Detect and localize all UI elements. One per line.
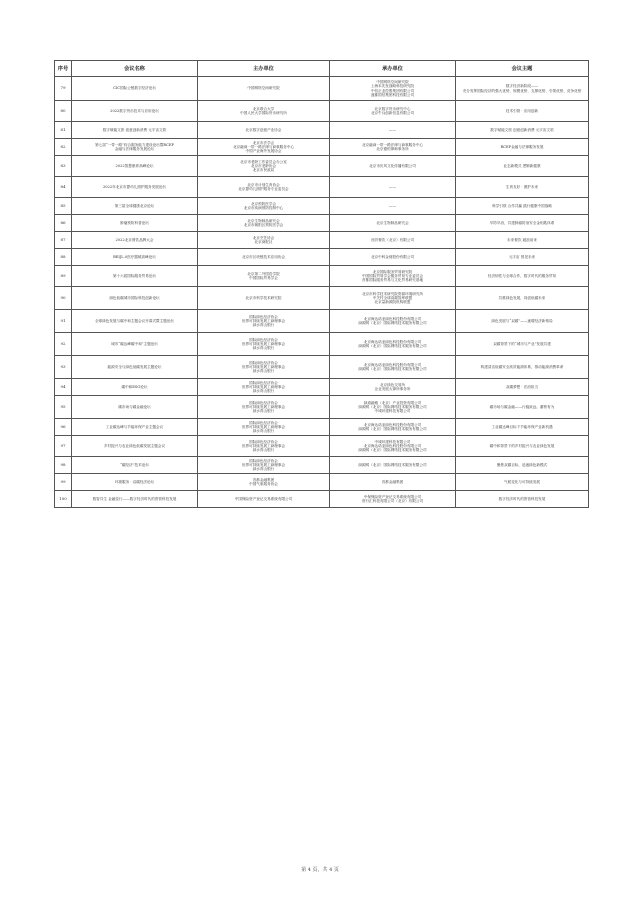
cell-line: 世界可持续发展工商理事会 [241, 443, 286, 448]
table-row [55, 419, 589, 436]
cell-organizer [330, 491, 456, 508]
cell-line: 未来餐饮 破浪前来 [507, 237, 537, 242]
cell-line: 北京市庆风文化传播有限公司 [369, 163, 416, 168]
cell-line: CIC国际公链数字经济论坛 [113, 86, 156, 91]
header-organizer: 承办单位 [330, 61, 456, 77]
cell-line: 碳市场与碳金融——行稳致远，蓄势有为 [489, 404, 555, 409]
cell-no: 85 [55, 198, 72, 215]
cell-organizer [330, 198, 456, 215]
cell-theme [456, 101, 589, 122]
cell-organizer [330, 474, 456, 491]
cell-name [72, 101, 198, 122]
cell-name [72, 232, 198, 249]
cell-line: 北京量新源院机构联盟 [374, 300, 411, 305]
cell-line: 北京中科金财股份有限公司 [370, 254, 415, 259]
cell-line: 首都金融集团 [252, 477, 275, 482]
cell-no: 98 [55, 457, 72, 474]
cell-line: 世界可持续发展工商理事会 [241, 462, 286, 467]
table-row [55, 287, 589, 310]
cell-theme [456, 396, 589, 419]
cell-line: 北京联合大学 [252, 106, 275, 111]
table-header-row [55, 61, 589, 77]
cell-line: 企业发展大律所事务所 [374, 387, 411, 391]
cell-line: 国际绿色经济协会 [249, 360, 278, 365]
cell-line: —— [388, 184, 397, 189]
cell-theme [456, 156, 589, 177]
cell-name [72, 333, 198, 356]
cell-line: 北京婴幼儿照护服务专业委员会 [238, 187, 289, 191]
cell-line: 北京预防医学会 [250, 201, 277, 206]
cell-line: “碳经济”技术论坛 [120, 462, 149, 467]
cell-line: 绿水青山银行 [252, 369, 275, 374]
cell-line: 北京海达诺亚绿色科技股份有限公司 [363, 316, 422, 321]
cell-no: 83 [55, 156, 72, 177]
cell-line: 北京德恒律师事务所 [376, 147, 409, 151]
cell-line: 北京绿色交易所 [379, 382, 406, 387]
cell-line: 城市“碳达峰碳中和”主题论坛 [111, 341, 158, 346]
cell-line: 绿水青山银行 [252, 389, 275, 394]
cell-line: 世界可持续发展工商理事会 [241, 318, 286, 323]
cell-name [72, 122, 198, 139]
cell-line: 中国网络空间研究院 [376, 79, 409, 84]
cell-host [198, 310, 330, 333]
cell-host [198, 215, 330, 232]
cell-theme [456, 419, 589, 436]
cell-line: 工业碳达峰目标下节能环保产业新机遇 [491, 424, 553, 429]
cell-line: 北京市朝阳区预防医学会 [243, 223, 284, 227]
cell-line: 碳市场与碳金融论坛 [118, 404, 151, 409]
cell-line: 技术引领 · 应用创新 [505, 108, 539, 113]
cell-line: 数字赋能文旅 创意创新消费 元宇宙文旅 [490, 127, 554, 132]
cell-line: 充分发挥国际经济的强大优势、规模优势、支撑优势、引领优势、竞争优势 [462, 88, 582, 93]
cell-line: 国际绿色经济协会 [249, 337, 278, 342]
cell-line: 北京市疾病预防控制中心 [243, 206, 284, 210]
cell-line: —— [388, 127, 397, 132]
table-row [55, 232, 589, 249]
cell-line: 中国国际贸易学会 [249, 276, 278, 280]
table-row [55, 139, 589, 156]
cell-line: 世界可持续发展工商理事会 [241, 404, 286, 409]
cell-line: 数字经济时代的资管科技发展 [498, 496, 546, 501]
cell-line: 中国产业海外发展协会 [245, 149, 282, 154]
cell-line: 国际绿色经济协会 [249, 439, 278, 444]
cell-organizer [330, 77, 456, 101]
cell-organizer [330, 457, 456, 474]
cell-line: 世界可持续发展工商理事会 [241, 364, 286, 369]
cell-line: 西贝餐饮（北京）有限公司 [370, 237, 415, 242]
cell-line: 北京国际服务贸易研究院 [372, 269, 413, 274]
cell-line: 绿色低碳城市国际科技创新论坛 [109, 295, 160, 300]
cell-line: 第十六届国际服务贸易论坛 [112, 273, 157, 278]
header-theme: 会议主题 [456, 61, 589, 77]
cell-organizer [330, 333, 456, 356]
cell-line: 北京第二外国语学院 [247, 271, 280, 276]
header-name: 会议名称 [72, 61, 198, 77]
cell-line: 经济韧性与全球合作，数字时代的服务贸易 [487, 273, 557, 278]
cell-no: 95 [55, 396, 72, 419]
cell-host [198, 232, 330, 249]
cell-line: 北京融商一带一路法律与商事服务中心 [361, 142, 424, 147]
cell-line: 数智共生 金融变行——数字经济时代的资管科技发展 [92, 496, 177, 501]
cell-line: 北京牛兵创新信息有限公司 [370, 111, 415, 115]
cell-no: 79 [55, 77, 72, 101]
cell-line: 国际绿色经济协会 [249, 420, 278, 425]
cell-line: 世界可持续发展工商理事会 [241, 424, 286, 429]
cell-theme [456, 474, 589, 491]
cell-line: BEIJL.0医疗器械高峰论坛 [113, 254, 156, 259]
cell-organizer [330, 396, 456, 419]
cell-line: 北京市民政局 [252, 168, 275, 173]
cell-host [198, 356, 330, 379]
cell-name [72, 215, 198, 232]
cell-line: 世界可持续发展工商理事会 [241, 384, 286, 389]
table-row [55, 266, 589, 287]
cell-line: 绿源网（北京）国际网络技术服务有限公司 [358, 321, 427, 325]
cell-line: 碳中和ESG论坛 [121, 384, 148, 389]
cell-organizer [330, 122, 456, 139]
cell-organizer [330, 101, 456, 122]
cell-line: 绿源网（北京）国际网络技术服务有限公司 [358, 462, 427, 467]
table-row [55, 198, 589, 215]
cell-line: 环境服务 · 双碳经济论坛 [114, 479, 155, 484]
cell-line: 绿源网（北京）国际网络技术服务有限公司 [358, 427, 427, 431]
cell-no: 97 [55, 436, 72, 457]
cell-line: 北京市法学会 [252, 140, 275, 145]
cell-theme [456, 287, 589, 310]
cell-host [198, 156, 330, 177]
cell-theme [456, 310, 589, 333]
cell-host [198, 139, 330, 156]
cell-no: 84 [55, 177, 72, 198]
cell-theme [456, 215, 589, 232]
cell-no: 80 [55, 101, 72, 122]
cell-host [198, 379, 330, 396]
cell-organizer [330, 177, 456, 198]
cell-organizer [330, 356, 456, 379]
cell-line: 绿源网（北京）国际网络技术服务有限公司 [358, 404, 427, 409]
cell-line: 2022数字货币技术与应用论坛 [110, 108, 159, 113]
cell-line: 2022北京餐饮品牌大会 [115, 237, 154, 242]
cell-organizer [330, 379, 456, 396]
cell-line: 北京海达诺亚绿色科技股份有限公司 [363, 339, 422, 344]
cell-line: 中城环建科技有限公司 [374, 439, 411, 444]
cell-theme [456, 177, 589, 198]
cell-line: 绿水青山银行 [252, 409, 275, 414]
cell-line: 北京市区块链技术应用协会 [241, 254, 286, 259]
cell-line: 绿水青山银行 [252, 429, 275, 434]
cell-theme [456, 457, 589, 474]
cell-organizer [330, 287, 456, 310]
table-row [55, 122, 589, 139]
table-row [55, 215, 589, 232]
cell-line: 能源安全与绿色低碳发展主题论坛 [107, 364, 162, 369]
cell-line: 北京数字创意产业协会 [245, 127, 282, 132]
cell-line: 绿水青山银行 [252, 448, 275, 453]
cell-line: 乡村振兴与农业绿色低碳发展主题会议 [103, 443, 166, 448]
cell-no: 90 [55, 287, 72, 310]
page-footer: 第 4 页，共 4 页 [301, 867, 339, 873]
table-row [55, 436, 589, 457]
conference-table-sheet [54, 60, 588, 508]
cell-line: 构建清洁低碳安全高效能源体系，推动能源消费革命 [480, 364, 564, 369]
table-row [55, 77, 589, 101]
cell-name [72, 419, 198, 436]
cell-line: 双碳背景下的“城市与产业”发展共建 [493, 341, 551, 346]
cell-line: 气候变化与可持续发展 [504, 479, 540, 484]
cell-theme [456, 356, 589, 379]
cell-line: 早防早治，共建肿瘤防治安全金钥匙体系 [489, 220, 555, 225]
cell-host [198, 436, 330, 457]
cell-no: 89 [55, 266, 72, 287]
cell-no: 87 [55, 232, 72, 249]
table-row [55, 379, 589, 396]
cell-line: 上海本先发战略科技研究院 [370, 84, 415, 89]
cell-theme [456, 266, 589, 287]
cell-line: 北京海达诺亚绿色科技股份有限公司 [363, 422, 422, 427]
cell-no: 99 [55, 474, 72, 491]
table-row [55, 356, 589, 379]
cell-line: 中国气象服务协会 [249, 482, 278, 486]
cell-line: 北京数字货币研究中心 [374, 106, 411, 111]
cell-line: 全球绿色发展与碳中和主题会议开幕式暨主题论坛 [94, 318, 175, 323]
cell-theme [456, 139, 589, 156]
cell-host [198, 122, 330, 139]
cell-host [198, 77, 330, 101]
cell-line: 中国网络空间研究院 [247, 86, 280, 91]
cell-line: RCEP金融与法律服务发展 [500, 144, 544, 149]
cell-theme [456, 198, 589, 215]
cell-line: 世界可持续发展工商理事会 [241, 341, 286, 346]
cell-line: 绿水青山银行 [252, 346, 275, 351]
table-row [55, 396, 589, 419]
cell-line: 中城环建科技有限公司 [374, 409, 411, 414]
cell-organizer [330, 232, 456, 249]
cell-no: 88 [55, 249, 72, 266]
cell-host [198, 474, 330, 491]
cell-line: 工业碳达峰与节能环保产业主题会议 [105, 424, 164, 429]
table-row [55, 457, 589, 474]
cell-line: 国际绿色经济协会 [249, 458, 278, 463]
cell-line: 2022年北京市婴幼儿照护服务发展论坛 [102, 184, 167, 189]
cell-theme [456, 491, 589, 508]
cell-organizer [330, 266, 456, 287]
table-row [55, 333, 589, 356]
cell-host [198, 249, 330, 266]
cell-line: 碳中和背景下的乡村振兴与农业绿色发展 [489, 443, 555, 448]
cell-line: 绿水青山银行 [252, 467, 275, 472]
cell-line: 科学引领 合作共赢 践行健康中国战略 [492, 203, 552, 208]
table-body [55, 77, 589, 508]
cell-no: 96 [55, 419, 72, 436]
cell-host [198, 198, 330, 215]
cell-line: 国际绿色经济协会 [249, 400, 278, 405]
table-row [55, 156, 589, 177]
cell-no: 94 [55, 379, 72, 396]
cell-theme [456, 77, 589, 101]
cell-line: 首都金融集团 [381, 479, 404, 484]
cell-organizer [330, 139, 456, 156]
cell-no: 100 [55, 491, 72, 508]
cell-host [198, 287, 330, 310]
cell-line: 第七届“一带一路”综合服务能力建设论坛暨RCEP [95, 142, 174, 147]
cell-line: 中保保险资产登记交易系统有限公司 [363, 494, 422, 499]
cell-line: 中国国际贸易学会服务贸易专业委员会 [361, 273, 424, 278]
cell-line: 中国人民大学国际货币研究所 [240, 111, 287, 115]
cell-name [72, 396, 198, 419]
cell-line: 中信正业控股集团有限公司 [370, 88, 415, 93]
cell-line: 北京生物制品研究会 [376, 220, 409, 225]
cell-line: 国际绿色经济协会 [249, 380, 278, 385]
cell-line: 北京市老龄工作委员会办公室 [240, 159, 287, 164]
cell-line: 元宇宙 预见未来 [508, 254, 536, 259]
cell-line: 北京融商一带一路法律与商事服务中心 [232, 144, 295, 149]
cell-line: 聚焦双碳目标，追逐绿色新模式 [496, 462, 548, 467]
cell-name [72, 356, 198, 379]
cell-line: 绿源网（北京）国际网络技术服务有限公司 [358, 344, 427, 348]
cell-organizer [330, 215, 456, 232]
cell-line: 第三届全球健康北京论坛 [114, 203, 155, 208]
table-row [55, 249, 589, 266]
cell-theme [456, 379, 589, 396]
conference-table [54, 60, 589, 508]
cell-name [72, 77, 198, 101]
cell-no: 82 [55, 139, 72, 156]
table-row [55, 177, 589, 198]
cell-line: 资行汇科技有限公司（北京）有限公司 [361, 499, 424, 503]
cell-line: 盛都国信集团科技有限公司 [370, 92, 415, 97]
cell-line: 北京市科学技术研究院 [245, 295, 282, 300]
cell-line: 北京商报社 [254, 240, 273, 244]
cell-line: 数字赋能文旅 创意创新消费 元宇宙文旅 [102, 127, 167, 132]
cell-line: 北京海达诺亚绿色科技股份有限公司 [363, 362, 422, 367]
cell-line: 数字经济新阶段—— [505, 84, 539, 89]
cell-host [198, 177, 330, 198]
cell-theme [456, 333, 589, 356]
cell-host [198, 266, 330, 287]
cell-line: 业态新模式 逻辑新健康 [503, 163, 541, 168]
cell-theme [456, 232, 589, 249]
cell-name [72, 156, 198, 177]
cell-organizer [330, 156, 456, 177]
table-row [55, 101, 589, 122]
cell-theme [456, 249, 589, 266]
cell-name [72, 287, 198, 310]
cell-theme [456, 436, 589, 457]
cell-line: 北京生物制品研究会 [247, 218, 280, 223]
cell-name [72, 457, 198, 474]
cell-line: 绿源网（北京）国际网络技术服务有限公司 [358, 448, 427, 453]
cell-line: 双碳梦想 · 法治担当 [505, 384, 539, 389]
cell-line: 2022智慧康养高峰论坛 [115, 163, 154, 168]
cell-no: 91 [55, 310, 72, 333]
cell-line: 生育友好 · 照护未来 [505, 184, 539, 189]
cell-name [72, 310, 198, 333]
cell-name [72, 249, 198, 266]
cell-name [72, 198, 198, 215]
cell-line: 绿水青山银行 [252, 323, 275, 328]
cell-name [72, 474, 198, 491]
cell-line: 北京烹饪协会 [252, 235, 275, 240]
table-row [55, 474, 589, 491]
cell-organizer [330, 436, 456, 457]
cell-line: 北京市老龄协会 [250, 163, 277, 168]
cell-line: 肿瘤预防科普论坛 [120, 220, 149, 225]
cell-line: —— [388, 203, 397, 208]
cell-host [198, 491, 330, 508]
cell-theme [456, 122, 589, 139]
cell-line: 国际绿色经济协会 [249, 314, 278, 319]
cell-line: 共推绿色发展，同创低碳未来 [498, 295, 546, 300]
cell-line: 北京海达诺亚绿色科技股份有限公司 [363, 443, 422, 448]
table-row [55, 491, 589, 508]
cell-line: 绿道融雅（北京）产业投资有限公司 [363, 400, 422, 405]
cell-host [198, 457, 330, 474]
cell-line: 北京市计划生育协会 [247, 182, 280, 187]
cell-line: 绿源网（北京）国际网络技术服务有限公司 [358, 367, 427, 371]
cell-line: 首都国际服务贸易与文化贸易研究基地 [361, 278, 424, 283]
cell-host [198, 333, 330, 356]
cell-organizer [330, 310, 456, 333]
header-host: 主办单位 [198, 61, 330, 77]
cell-name [72, 266, 198, 287]
cell-host [198, 101, 330, 122]
cell-no: 92 [55, 333, 72, 356]
cell-line: 北京市科学技术研究院资源环境研究所 [361, 291, 424, 296]
cell-name [72, 177, 198, 198]
cell-line: 金融与法律服务发展论坛 [114, 147, 155, 151]
cell-name [72, 139, 198, 156]
cell-no: 81 [55, 122, 72, 139]
cell-host [198, 419, 330, 436]
cell-name [72, 436, 198, 457]
table-row [55, 310, 589, 333]
cell-host [198, 396, 330, 419]
cell-no: 86 [55, 215, 72, 232]
cell-name [72, 491, 198, 508]
cell-no: 93 [55, 356, 72, 379]
cell-organizer [330, 419, 456, 436]
cell-line: 绿色发展与“双碳”——逐增经济新格局 [491, 318, 553, 323]
header-no: 序号 [55, 61, 72, 77]
cell-organizer [330, 249, 456, 266]
cell-name [72, 379, 198, 396]
cell-line: 中国保险资产登记交易系统有限公司 [234, 496, 293, 501]
cell-line: 中关村全球高端智库联盟 [372, 295, 413, 300]
